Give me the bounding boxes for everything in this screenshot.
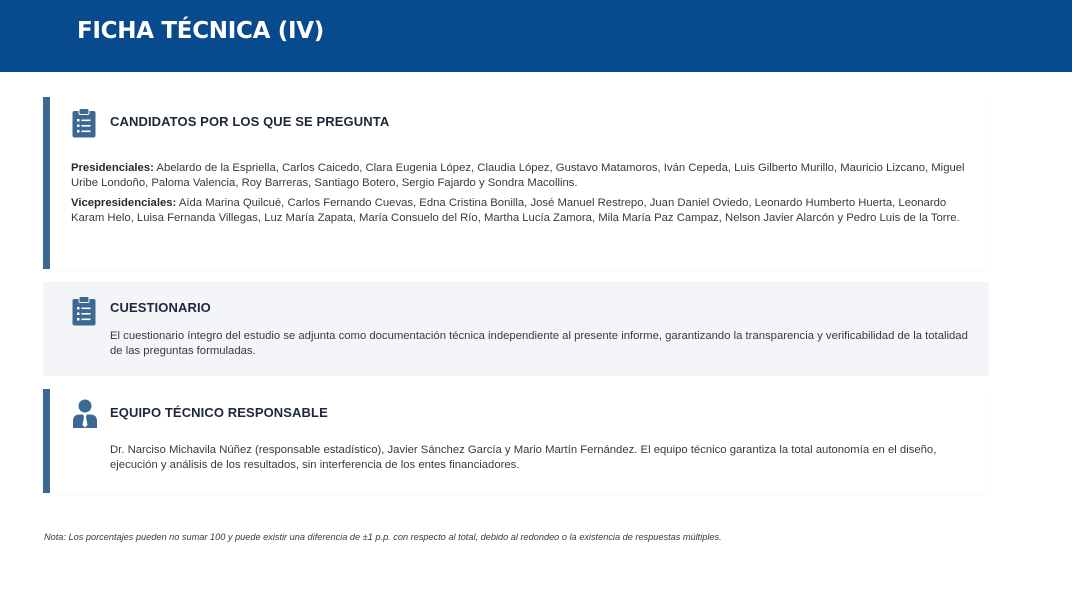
accent-bar — [43, 97, 50, 269]
person-tie-icon — [72, 399, 98, 429]
accent-bar — [43, 389, 50, 493]
cuestionario-text: El cuestionario íntegro del estudio se adjunta como documentación técnica independiente al presente informe, garantizando la transparencia y verificabilidad de la totalidad de las preguntas formuladas. — [110, 330, 968, 357]
presidenciales-text: Abelardo de la Espriella, Carlos Caicedo, Clara Eugenia López, Claudia López, Gustavo Matamoros, Iván Cepeda, Luis Gilberto Murillo, Mauricio Lizcano, Miguel Uribe Londoño, Paloma Valencia, Roy Barreras, Santiago Botero, Sergio Fajardo y Sondra Macollins. — [71, 162, 965, 189]
presidenciales-label: Presidenciales: — [71, 162, 154, 174]
vicepresidenciales-label: Vicepresidenciales: — [71, 197, 177, 210]
vicepresidenciales-text: Aída Marina Quilcué, Carlos Fernando Cuevas, Edna Cristina Bonilla, José Manuel Restrepo, Juan Daniel Oviedo, Leonardo Humberto Huerta, Leonardo Karam Helo, Luisa Fernanda Villegas, Luz María Zapata, María Consuelo del Río, Martha Lucía Zamora, Mila María Paz Campaz, Nelson Javier Alarcón y Pedro Luis de la Torre. — [71, 197, 960, 224]
page-title: FICHA TÉCNICA (IV) — [77, 18, 324, 44]
vicepresidenciales-paragraph — [71, 196, 973, 225]
section-title: EQUIPO TÉCNICO RESPONSABLE — [110, 405, 328, 420]
clipboard-list-icon — [72, 108, 96, 138]
section-body — [110, 443, 973, 472]
section-body — [110, 329, 973, 358]
section-cuestionario — [43, 282, 989, 376]
equipo-text: Dr. Narciso Michavila Núñez (responsable estadístico), Javier Sánchez García y Mario Martín Fernández. El equipo técnico garantiza la total autonomía en el diseño, ejecución y análisis de los resultados, sin interferencia de los entes financiadores. — [110, 444, 937, 471]
presidenciales-paragraph — [71, 161, 973, 190]
section-title: CANDIDATOS POR LOS QUE SE PREGUNTA — [110, 114, 390, 129]
header-banner — [0, 0, 1072, 72]
footnote: Nota: Los porcentajes pueden no sumar 100 y puede existir una diferencia de ±1 p.p. con respecto al total, debido al redondeo o la existencia de respuestas múltiples. — [44, 532, 722, 542]
clipboard-list-icon — [72, 296, 96, 326]
section-equipo — [43, 389, 989, 493]
section-body — [71, 161, 973, 225]
section-candidatos — [43, 97, 989, 269]
section-title: CUESTIONARIO — [110, 300, 211, 315]
